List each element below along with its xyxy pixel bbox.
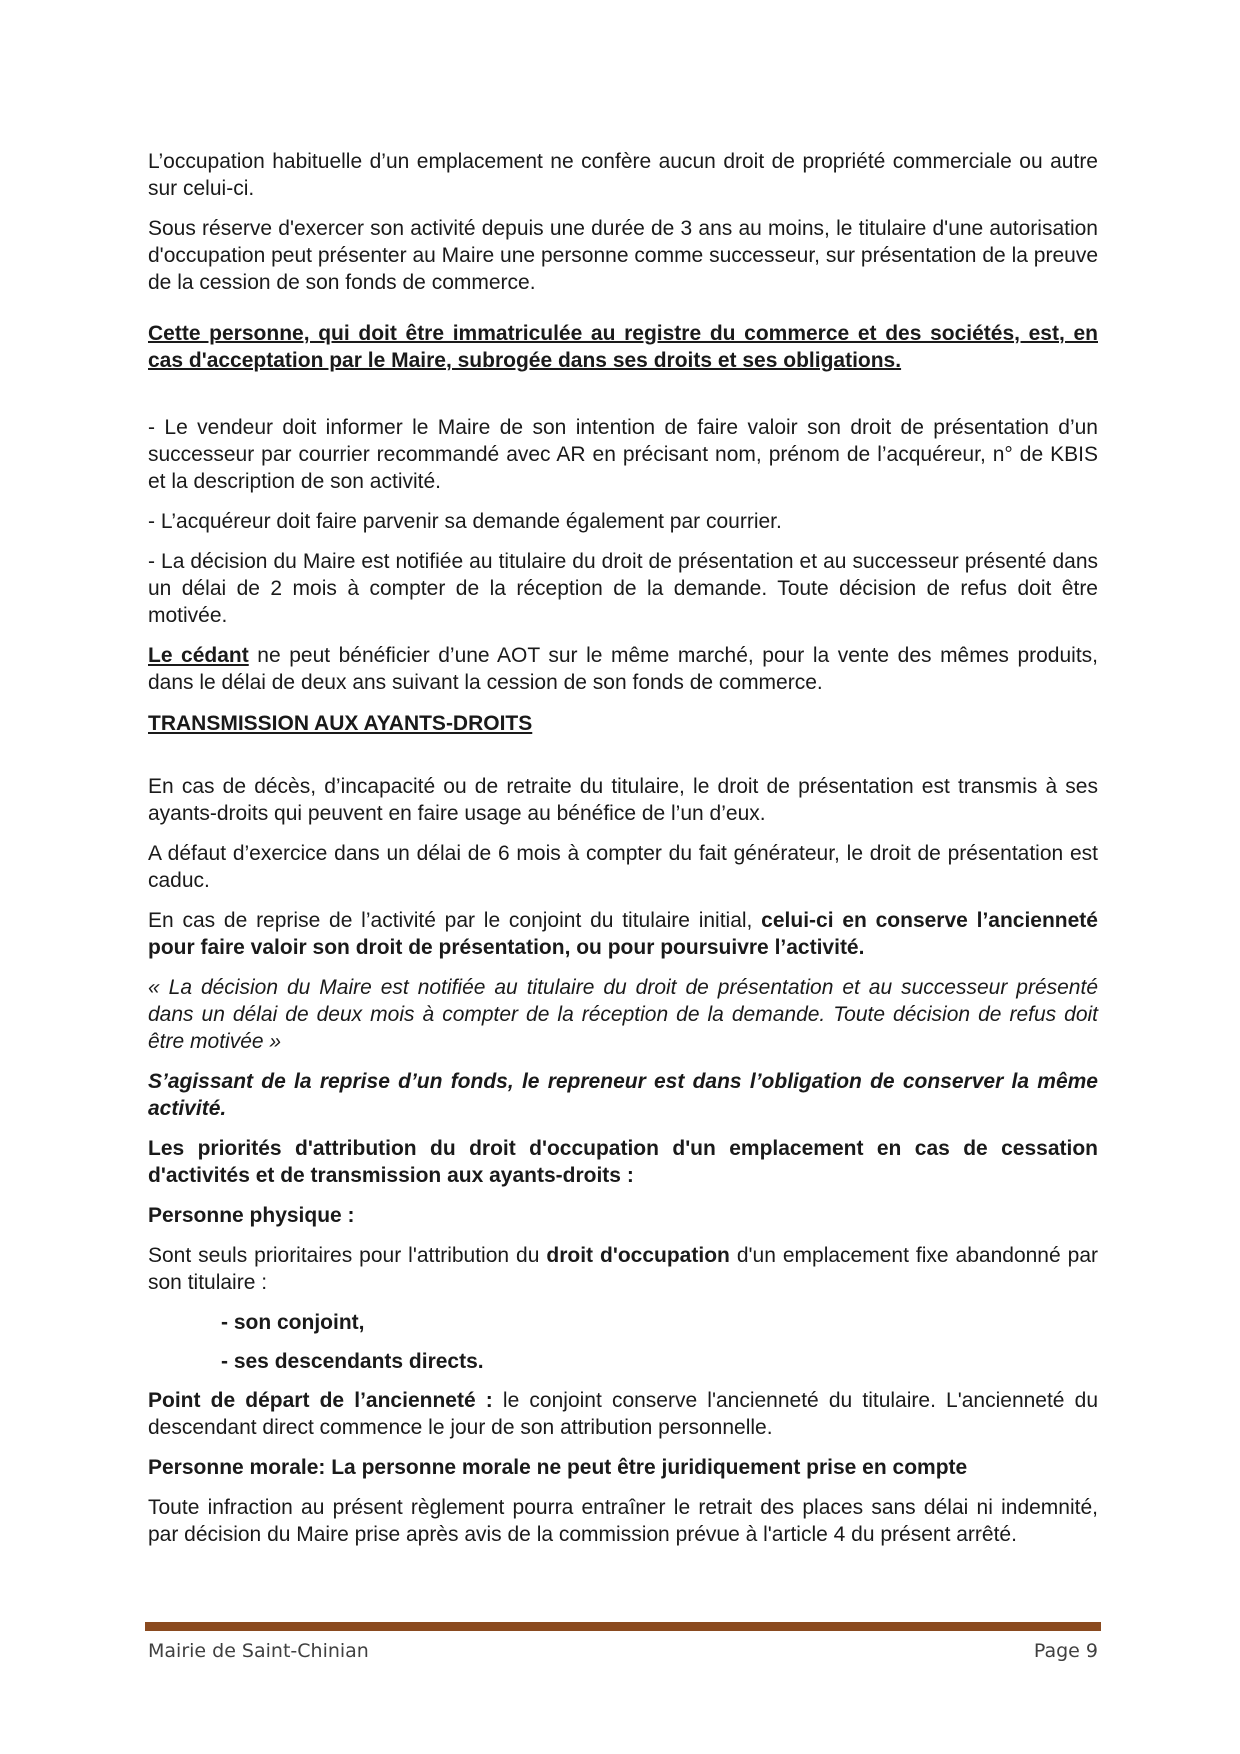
paragraph-immatriculation: Cette personne, qui doit être immatriculée au registre du commerce et des sociétés, est, en cas d'acceptation par le Maire, subrogée dans ses droits et ses obligations. <box>148 322 1098 372</box>
page-number: Page 9 <box>1033 1640 1098 1662</box>
paragraph-acquereur: - L’acquéreur doit faire parvenir sa demande également par courrier. <box>148 510 782 533</box>
conjoint-bold: celui-ci en conserve l’ancienneté pour faire valoir son droit de présentation, ou pour poursuivre l’activité. <box>148 909 1098 959</box>
paragraph-decision: - La décision du Maire est notifiée au titulaire du droit de présentation et au successeur présenté dans un délai de 2 mois à compter de la réception de la demande. Toute décision de refus doit être motivée. <box>148 550 1098 627</box>
footer-organization: Mairie de Saint-Chinian <box>148 1640 369 1662</box>
paragraph-vendeur: - Le vendeur doit informer le Maire de son intention de faire valoir son droit de présentation d’un successeur par courrier recommandé avec AR en précisant nom, prénom de l’acquéreur, n° de KBIS et la description de son activité. <box>148 416 1098 493</box>
paragraph-reprise: S’agissant de la reprise d’un fonds, le repreneur est dans l’obligation de conserver la même activité. <box>148 1070 1098 1120</box>
paragraph-personne-physique: Personne physique : <box>148 1204 355 1227</box>
prioritaires-bold: droit d'occupation <box>546 1244 730 1267</box>
prioritaires-rest: d'un emplacement fixe abandonné par son titulaire : <box>148 1244 1098 1294</box>
paragraph-anciennete <box>148 1387 1098 1441</box>
prioritaires-lead: Sont seuls prioritaires pour l'attribution du <box>148 1244 547 1267</box>
paragraph-priorites: Les priorités d'attribution du droit d'occupation d'un emplacement en cas de cessation d'activités et de transmission aux ayants-droits : <box>148 1137 1098 1187</box>
page-footer <box>148 1640 1098 1662</box>
conjoint-text: En cas de reprise de l’activité par le conjoint du titulaire initial, <box>148 909 762 932</box>
paragraph-deces: En cas de décès, d’incapacité ou de retraite du titulaire, le droit de présentation est transmis à ses ayants-droits qui peuvent en faire usage au bénéfice de l’un d’eux. <box>148 775 1098 825</box>
cedant-label: Le cédant <box>148 644 249 667</box>
cedant-text: ne peut bénéficier d’une AOT sur le même marché, pour la vente des mêmes produits, dans le délai de deux ans suivant la cession de son fonds de commerce. <box>148 644 1099 694</box>
footer-divider <box>145 1622 1101 1631</box>
paragraph-successeur: Sous réserve d'exercer son activité depuis une durée de 3 ans au moins, le titulaire d'une autorisation d'occupation peut présenter au Maire une personne comme successeur, sur présentation de la preuve de la cession de son fonds de commerce. <box>148 217 1098 294</box>
paragraph-personne-morale: Personne morale: La personne morale ne peut être juridiquement prise en compte <box>148 1456 968 1479</box>
page-body <box>148 148 1098 1561</box>
paragraph-quote: « La décision du Maire est notifiée au titulaire du droit de présentation et au successeur présenté dans un délai de deux mois à compter de la réception de la demande. Toute décision de refus doit être motivée » <box>148 976 1098 1053</box>
paragraph-prioritaires <box>148 1242 1098 1296</box>
section-heading: TRANSMISSION AUX AYANTS-DROITS <box>148 712 533 735</box>
paragraph-conjoint <box>148 907 1098 961</box>
paragraph-occupation: L’occupation habituelle d’un emplacement ne confère aucun droit de propriété commerciale ou autre sur celui-ci. <box>148 150 1098 200</box>
list-item: - ses descendants directs. <box>221 1350 484 1373</box>
anciennete-text: le conjoint conserve l'ancienneté du titulaire. L'ancienneté du descendant direct commence le jour de son attribution personnelle. <box>148 1389 1098 1439</box>
list-item: - son conjoint, <box>221 1311 365 1334</box>
anciennete-label: Point de départ de l’ancienneté : <box>148 1389 493 1412</box>
paragraph-defaut: A défaut d’exercice dans un délai de 6 mois à compter du fait générateur, le droit de présentation est caduc. <box>148 842 1098 892</box>
paragraph-cedant <box>148 642 1098 696</box>
paragraph-infraction: Toute infraction au présent règlement pourra entraîner le retrait des places sans délai ni indemnité, par décision du Maire prise après avis de la commission prévue à l'article 4 du présent arrêté. <box>148 1496 1098 1546</box>
